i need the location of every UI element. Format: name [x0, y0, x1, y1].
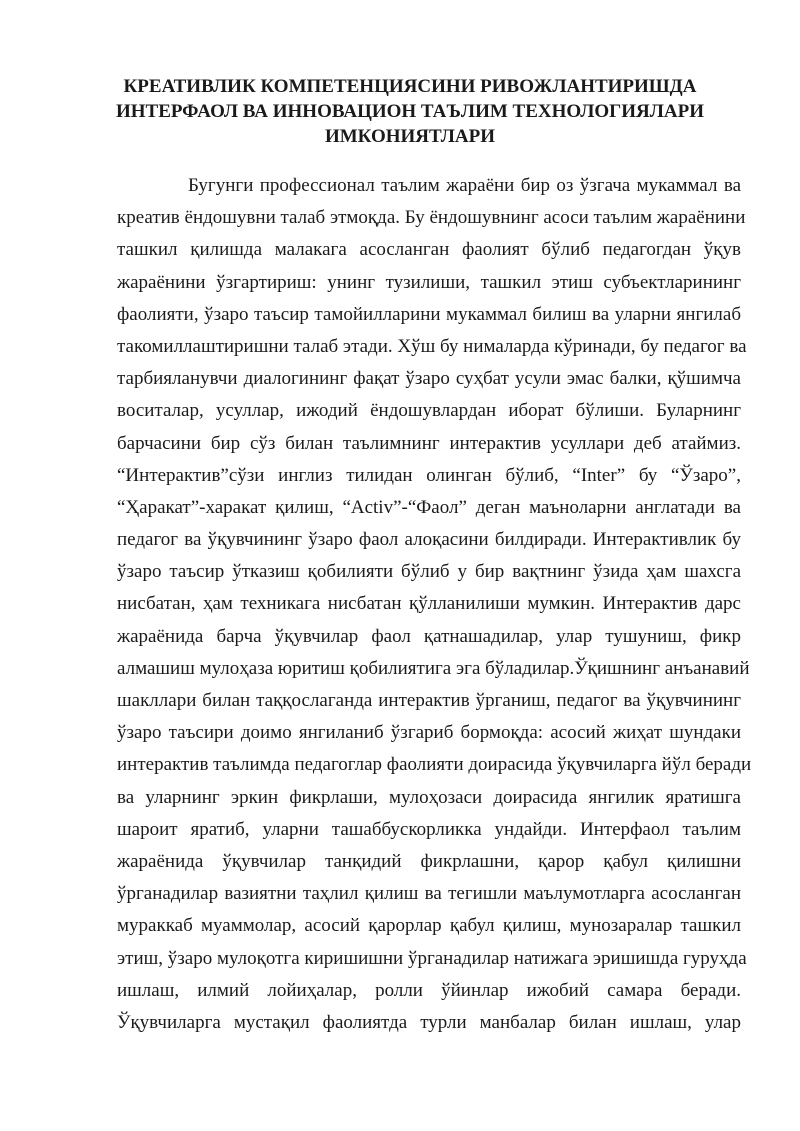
body-paragraph — [117, 170, 752, 1039]
text-line: “Ҳаракат”-харакат қилиш, “Activ”-“Фаол” деган маъноларни англатади ва — [117, 496, 741, 518]
text-line: шароит яратиб, уларни ташаббускорликка ундайди. Интерфаол таълим — [117, 818, 741, 840]
text-line: креатив ёндошувни талаб этмоқда. Бу ёндошувнинг асоси таълим жараёнини — [117, 207, 746, 229]
text-line: ташкил қилишда малакага асосланган фаолият бўлиб педагогдан ўқув — [117, 239, 741, 261]
text-line: жараёнини ўзгартириш: унинг тузилиши, ташкил этиш субъектларининг — [117, 271, 741, 293]
text-line: интерактив таълимда педагоглар фаолияти доирасида ўқувчиларга йўл беради — [117, 754, 752, 776]
text-line: алмашиш мулоҳаза юритиш қобилиятига эга бўладилар.Ўқишнинг анъанавий — [117, 657, 750, 679]
text-line: мураккаб муаммолар, асосий қарорлар қабул қилиш, мунозаралар ташкил — [117, 915, 741, 937]
text-line: ўрганадилар вазиятни таҳлил қилиш ва тегишли маълумотларга асосланган — [117, 883, 741, 905]
text-line: Бугунги профессионал таълим жараёни бир оз ўзгача мукаммал ва — [188, 175, 741, 196]
text-line: педагог ва ўқувчининг ўзаро фаол алоқасини билдиради. Интерактивлик бу — [117, 529, 741, 551]
text-line: барчасини бир сўз билан таълимнинг интерактив усуллари деб атаймиз. — [117, 432, 741, 454]
text-line: ўзаро таъсир ўтказиш қобилияти бўлиб у бир вақтнинг ўзида ҳам шахсга — [117, 561, 741, 583]
text-line: воситалар, усуллар, ижодий ёндошувлардан иборат бўлиши. Буларнинг — [117, 400, 741, 422]
text-line: такомиллаштиришни талаб этади. Хўш бу нималарда кўринади, бу педагог ва — [117, 335, 747, 357]
text-line: жараёнида барча ўқувчилар фаол қатнашадилар, улар тушуниш, фикр — [117, 625, 741, 647]
title-line: ИМКОНИЯТЛАРИ — [324, 126, 496, 147]
text-line: нисбатан, ҳам техникага нисбатан қўлланилиши мумкин. Интерактив дарс — [117, 593, 741, 615]
title-line: ИНТЕРФАОЛ ВА ИННОВАЦИОН ТАЪЛИМ ТЕХНОЛОГИЯЛАРИ — [115, 101, 705, 122]
document-title — [100, 74, 720, 149]
text-line: ўзаро таъсири доимо янгиланиб ўзгариб бормоқда: асосий жиҳат шундаки — [117, 722, 741, 744]
text-line: ва уларнинг эркин фикрлаши, мулоҳозаси доирасида янгилик яратишга — [117, 786, 741, 808]
text-line: шакллари билан таққослаганда интерактив ўрганиш, педагог ва ўқувчининг — [117, 690, 741, 711]
text-line: жараёнида ўқувчилар танқидий фикрлашни, қарор қабул қилишни — [117, 850, 741, 872]
text-line: ишлаш, илмий лойиҳалар, ролли ўйинлар ижобий самара беради. — [117, 979, 741, 1001]
text-line: Ўқувчиларга мустақил фаолиятда турли манбалар билан ишлаш, улар — [117, 1011, 741, 1033]
text-line: тарбияланувчи диалогининг фақат ўзаро суҳбат усули эмас балки, қўшимча — [117, 368, 741, 390]
title-line: КРЕАТИВЛИК КОМПЕТЕНЦИЯСИНИ РИВОЖЛАНТИРИШДА — [123, 76, 697, 97]
text-line: “Интерактив”сўзи инглиз тилидан олинган бўлиб, “Inter” бу “Ўзаро”, — [117, 464, 741, 486]
text-line: фаолияти, ўзаро таъсир тамойилларини мукаммал билиш ва уларни янгилаб — [117, 303, 741, 325]
text-line: этиш, ўзаро мулоқотга киришишни ўрганадилар натижага эришишда гуруҳда — [117, 947, 747, 969]
